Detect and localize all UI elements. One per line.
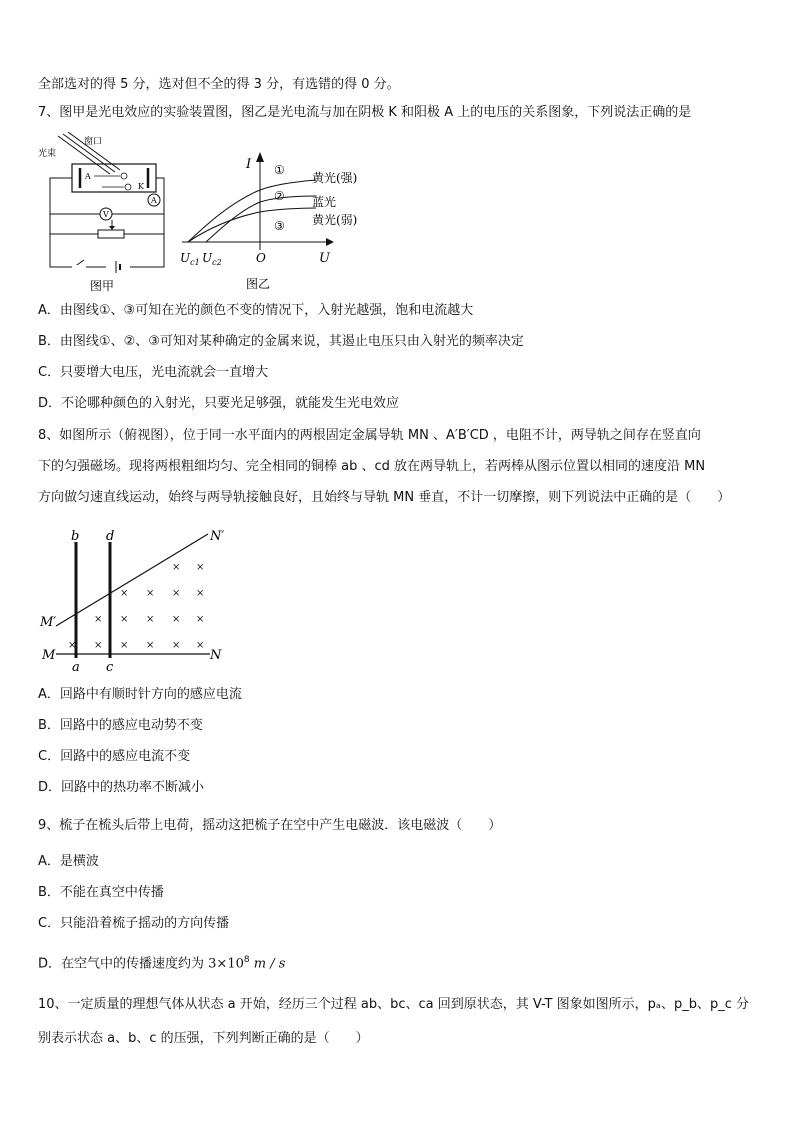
y-axis-label: I [246, 157, 252, 172]
question-8-option-c: C．回路中的感应电流不变 [38, 749, 191, 764]
ammeter-label: A [151, 196, 157, 205]
question-7-option-c: C．只要增大电压，光电流就会一直增大 [38, 365, 269, 380]
light-label: 光束 [38, 149, 57, 159]
field-cross-mark: × [172, 640, 181, 651]
rail-m-prime-n-prime [56, 534, 208, 626]
option-d-value: 3×10 [208, 956, 244, 972]
field-cross-mark: × [120, 588, 129, 599]
uc2-label: $U_{c2}$ [202, 251, 222, 267]
question-7-option-d: D．不论哪种颜色的入射光，只要光足够强，就能发生光电效应 [38, 396, 400, 411]
curve-2-name: 蓝光 [312, 195, 337, 209]
field-cross-mark: × [196, 614, 205, 625]
field-cross-mark: × [146, 614, 155, 625]
question-7-option-b: B．由图线①、②、③可知对某种确定的金属来说，其遏止电压只由入射光的频率决定 [38, 334, 524, 349]
window-label: 窗口 [84, 137, 103, 147]
instruction-text: 全部选对的得 5 分，选对但不全的得 3 分，有选错的得 0 分。 [38, 77, 400, 92]
question-8-option-b: B．回路中的感应电动势不变 [38, 718, 203, 733]
curve-3-marker: ③ [274, 219, 285, 233]
label-b: b [71, 529, 80, 544]
question-9-option-c: C．只能沿着梳子摇动的方向传播 [38, 916, 230, 931]
option-d-exponent: 8 [243, 955, 250, 965]
field-cross-mark: × [196, 640, 205, 651]
voltmeter-label: V [103, 210, 109, 219]
origin-label: O [256, 251, 266, 265]
rheostat-icon [98, 230, 124, 238]
question-8-option-a: A．回路中有顺时针方向的感应电流 [38, 687, 242, 702]
figure-apparatus [36, 132, 176, 292]
option-d-prefix: D．在空气中的传播速度约为 [38, 956, 209, 972]
question-7-stem: 7、图甲是光电效应的实验装置图，图乙是光电流与加在阴极 K 和阳极 A 上的电压的关系图象，下列说法正确的是 [38, 105, 692, 120]
curve-1-marker: ① [274, 163, 285, 177]
figure-a-caption: 图甲 [90, 279, 115, 292]
label-c: c [106, 660, 114, 672]
field-cross-mark: × [94, 640, 103, 651]
curve-blue [206, 196, 316, 242]
question-9-option-d [38, 951, 285, 973]
question-9-option-a: A．是横波 [38, 854, 99, 869]
question-9-option-b: B．不能在真空中传播 [38, 885, 164, 900]
field-cross-mark: × [94, 614, 103, 625]
field-cross-mark: × [120, 640, 129, 651]
question-7-option-a: A．由图线①、③可知在光的颜色不变的情况下，入射光越强，饱和电流越大 [38, 303, 474, 318]
uc1-label: $U_{c1}$ [180, 251, 200, 267]
question-10-stem-line-2: 别表示状态 a、b、c 的压强，下列判断正确的是（ ） [38, 1031, 369, 1046]
question-8-stem-line-2: 下的匀强磁场。现将两根粗细均匀、完全相同的铜棒 ab 、cd 放在两导轨上，若两棒从图示位置以相同的速度沿 MN [38, 459, 706, 474]
label-n-prime: N′ [210, 529, 225, 544]
label-m-prime: M′ [40, 615, 57, 630]
field-cross-mark: × [172, 588, 181, 599]
label-a: a [72, 660, 80, 672]
field-cross-mark: × [146, 588, 155, 599]
field-cross-mark: × [196, 588, 205, 599]
field-cross-mark: × [196, 562, 205, 573]
field-cross-mark: × [120, 614, 129, 625]
curve-yellow-strong [188, 180, 316, 242]
figure-b-caption: 图乙 [246, 277, 271, 291]
curve-1-name: 黄光(强) [312, 171, 358, 185]
question-9-stem: 9、梳子在梳头后带上电荷，摇动这把梳子在空中产生电磁波．该电磁波（ ） [38, 818, 502, 833]
field-cross-mark: × [172, 614, 181, 625]
anode-label: A [85, 172, 91, 181]
x-axis-label: U [319, 251, 330, 266]
label-n: N [210, 648, 222, 663]
figure-iu-graph [176, 150, 372, 292]
field-cross-mark: × [146, 640, 155, 651]
field-cross-mark: × [68, 640, 77, 651]
curve-3-name: 黄光(弱) [312, 213, 358, 227]
question-8-stem-line-1: 8、如图所示（俯视图），位于同一水平面内的两根固定金属导轨 MN 、A′B′CD ，电阻不计，两导轨之间存在竖直向 [38, 428, 701, 443]
figure-rails [38, 526, 238, 672]
field-cross-mark: × [172, 562, 181, 573]
label-m: M [42, 648, 56, 663]
question-8-option-d: D．回路中的热功率不断减小 [38, 780, 205, 795]
question-8-stem-line-3: 方向做匀速直线运动，始终与两导轨接触良好，且始终与导轨 MN 垂直，不计一切摩擦，则下列说法中正确的是（ ） [38, 490, 731, 505]
curve-2-marker: ② [274, 189, 285, 203]
cathode-label: K [138, 182, 144, 191]
question-10-stem-line-1: 10、一定质量的理想气体从状态 a 开始，经历三个过程 ab、bc、ca 回到原状态，其 V-T 图象如图所示，pₐ、p_b、p_c 分 [38, 997, 749, 1012]
option-d-unit: m / s [249, 956, 286, 972]
label-d: d [106, 529, 115, 544]
